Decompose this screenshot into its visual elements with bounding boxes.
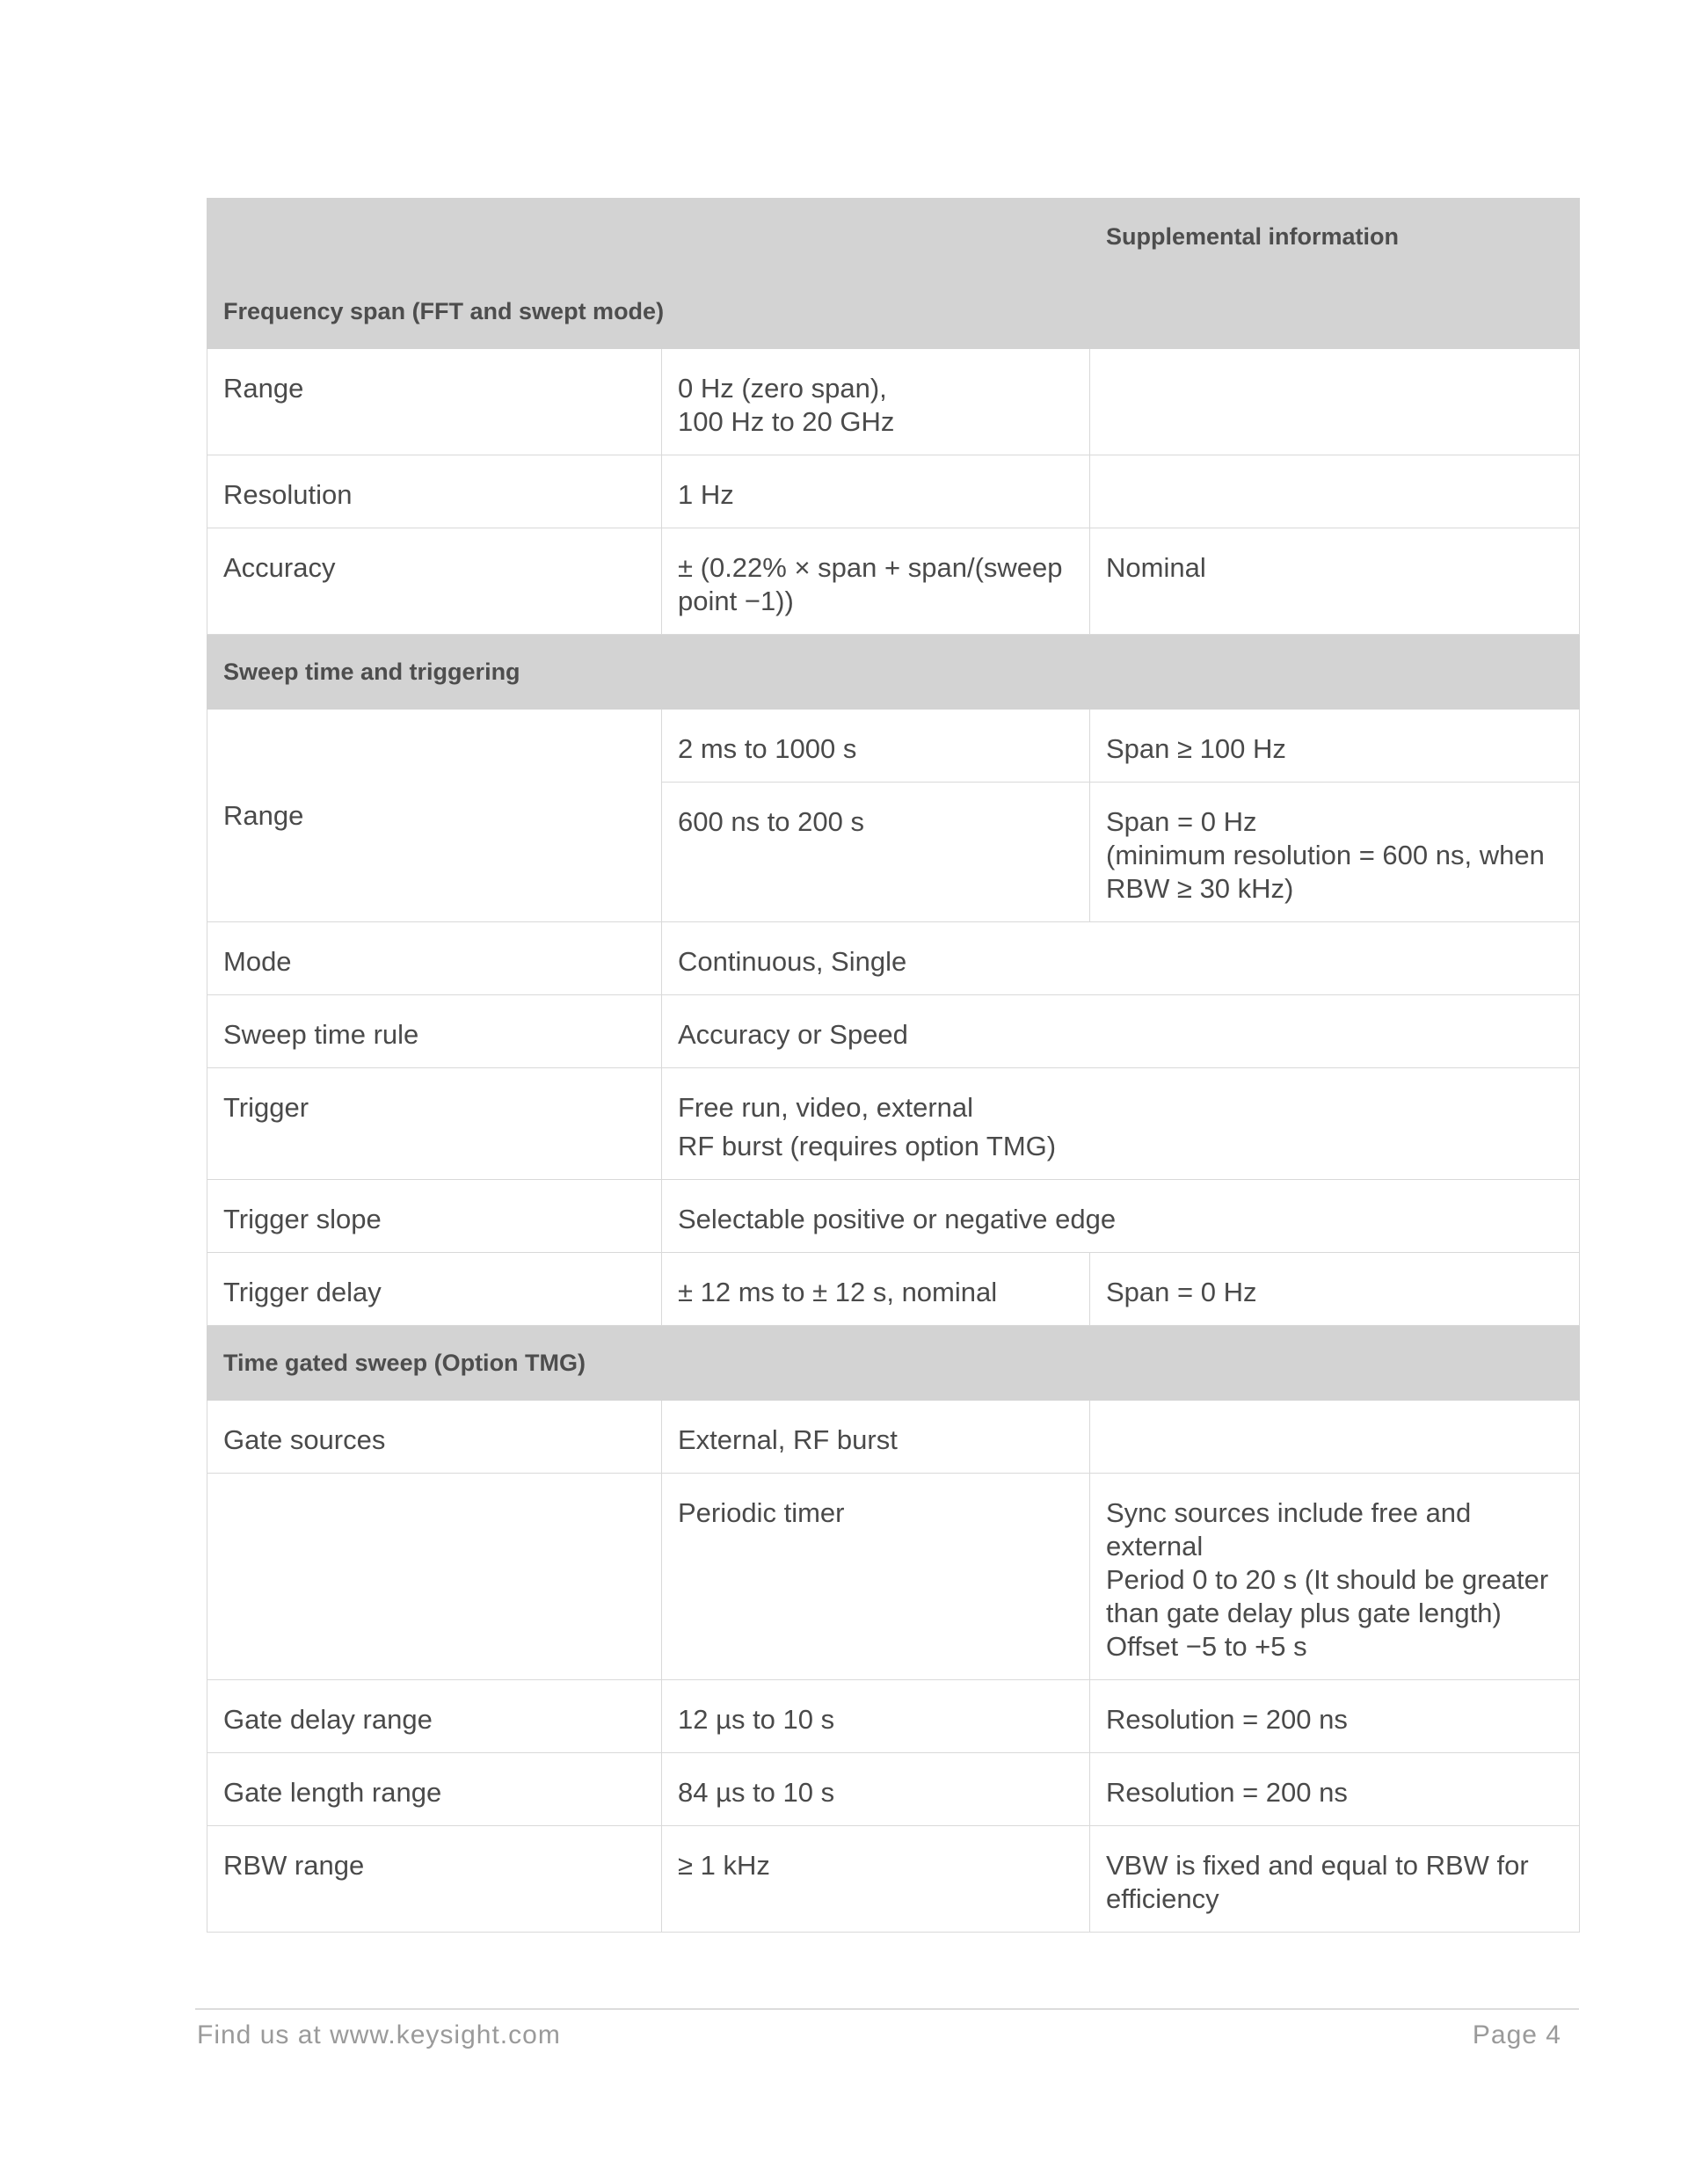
row-info: [1090, 455, 1580, 528]
section-title: Time gated sweep (Option TMG): [207, 1326, 1580, 1401]
table-row: [207, 710, 1580, 783]
row-value: [662, 1068, 1580, 1180]
info-line: Offset −5 to +5 s: [1106, 1631, 1307, 1662]
info-line: Span = 0 Hz: [1106, 806, 1257, 837]
row-value: ≥ 1 kHz: [662, 1826, 1090, 1933]
row-value: Continuous, Single: [662, 922, 1580, 995]
row-value: ± 12 ms to ± 12 s, nominal: [662, 1253, 1090, 1326]
table-row: [207, 995, 1580, 1068]
row-value: 12 µs to 10 s: [662, 1680, 1090, 1753]
row-label: Range: [207, 349, 662, 455]
section-title: Frequency span (FFT and swept mode): [207, 274, 1580, 349]
header-cell-supplemental: Supplemental information: [1090, 199, 1580, 274]
info-line: Sync sources include free and external: [1106, 1497, 1472, 1562]
row-info: [1090, 783, 1580, 922]
row-value: 84 µs to 10 s: [662, 1753, 1090, 1826]
row-label: Sweep time rule: [207, 995, 662, 1068]
section-title: Sweep time and triggering: [207, 635, 1580, 710]
row-info: Resolution = 200 ns: [1090, 1680, 1580, 1753]
footer-website-link[interactable]: Find us at www.keysight.com: [197, 2020, 561, 2049]
row-info: [1090, 349, 1580, 455]
row-label: Accuracy: [207, 528, 662, 635]
row-label: Trigger: [207, 1068, 662, 1180]
row-value: External, RF burst: [662, 1401, 1090, 1474]
footer-page-number: Page 4: [1472, 2020, 1561, 2049]
row-label: Gate delay range: [207, 1680, 662, 1753]
footer-divider: [195, 2008, 1579, 2010]
row-info: Span = 0 Hz: [1090, 1253, 1580, 1326]
row-label: RBW range: [207, 1826, 662, 1933]
row-value: 600 ns to 200 s: [662, 783, 1090, 922]
row-value: Selectable positive or negative edge: [662, 1180, 1580, 1253]
table-row: [207, 528, 1580, 635]
row-info: [1090, 1474, 1580, 1680]
row-label: Trigger delay: [207, 1253, 662, 1326]
row-value: ± (0.22% × span + span/(sweep point −1)): [662, 528, 1090, 635]
row-label: Gate length range: [207, 1753, 662, 1826]
info-line: (minimum resolution = 600 ns, when RBW ≥ 30 kHz): [1106, 840, 1545, 904]
table-row: [207, 1068, 1580, 1180]
row-info: VBW is fixed and equal to RBW for efficiency: [1090, 1826, 1580, 1933]
section-row-frequency-span: [207, 274, 1580, 349]
value-line: Free run, video, external: [678, 1092, 974, 1123]
table-row: [207, 349, 1580, 455]
table-row: [207, 1753, 1580, 1826]
row-label: [207, 1474, 662, 1680]
row-label: Gate sources: [207, 1401, 662, 1474]
row-label: Trigger slope: [207, 1180, 662, 1253]
row-info: [1090, 1401, 1580, 1474]
table-row: [207, 922, 1580, 995]
row-value: [662, 349, 1090, 455]
row-info: Nominal: [1090, 528, 1580, 635]
section-row-time-gated: [207, 1326, 1580, 1401]
table-row: [207, 1180, 1580, 1253]
row-info: Resolution = 200 ns: [1090, 1753, 1580, 1826]
specifications-table: [207, 198, 1580, 1933]
row-value: 2 ms to 1000 s: [662, 710, 1090, 783]
table-row: [207, 455, 1580, 528]
value-line: 0 Hz (zero span),: [678, 373, 887, 404]
table-row: [207, 1253, 1580, 1326]
table-header-row: [207, 199, 1580, 274]
table-row: [207, 1474, 1580, 1680]
row-label: Resolution: [207, 455, 662, 528]
row-label: Range: [207, 710, 662, 922]
header-cell-parameter: [207, 199, 662, 274]
section-row-sweep-time: [207, 635, 1580, 710]
row-label: Mode: [207, 922, 662, 995]
row-value: 1 Hz: [662, 455, 1090, 528]
info-line: Period 0 to 20 s (It should be greater than gate delay plus gate length): [1106, 1564, 1549, 1628]
header-cell-specification: [662, 199, 1090, 274]
row-value: Periodic timer: [662, 1474, 1090, 1680]
table-row: [207, 1401, 1580, 1474]
row-info: Span ≥ 100 Hz: [1090, 710, 1580, 783]
row-value: Accuracy or Speed: [662, 995, 1580, 1068]
table-row: [207, 1680, 1580, 1753]
value-line: 100 Hz to 20 GHz: [678, 406, 895, 437]
table-row: [207, 1826, 1580, 1933]
value-line: RF burst (requires option TMG): [678, 1131, 1057, 1161]
